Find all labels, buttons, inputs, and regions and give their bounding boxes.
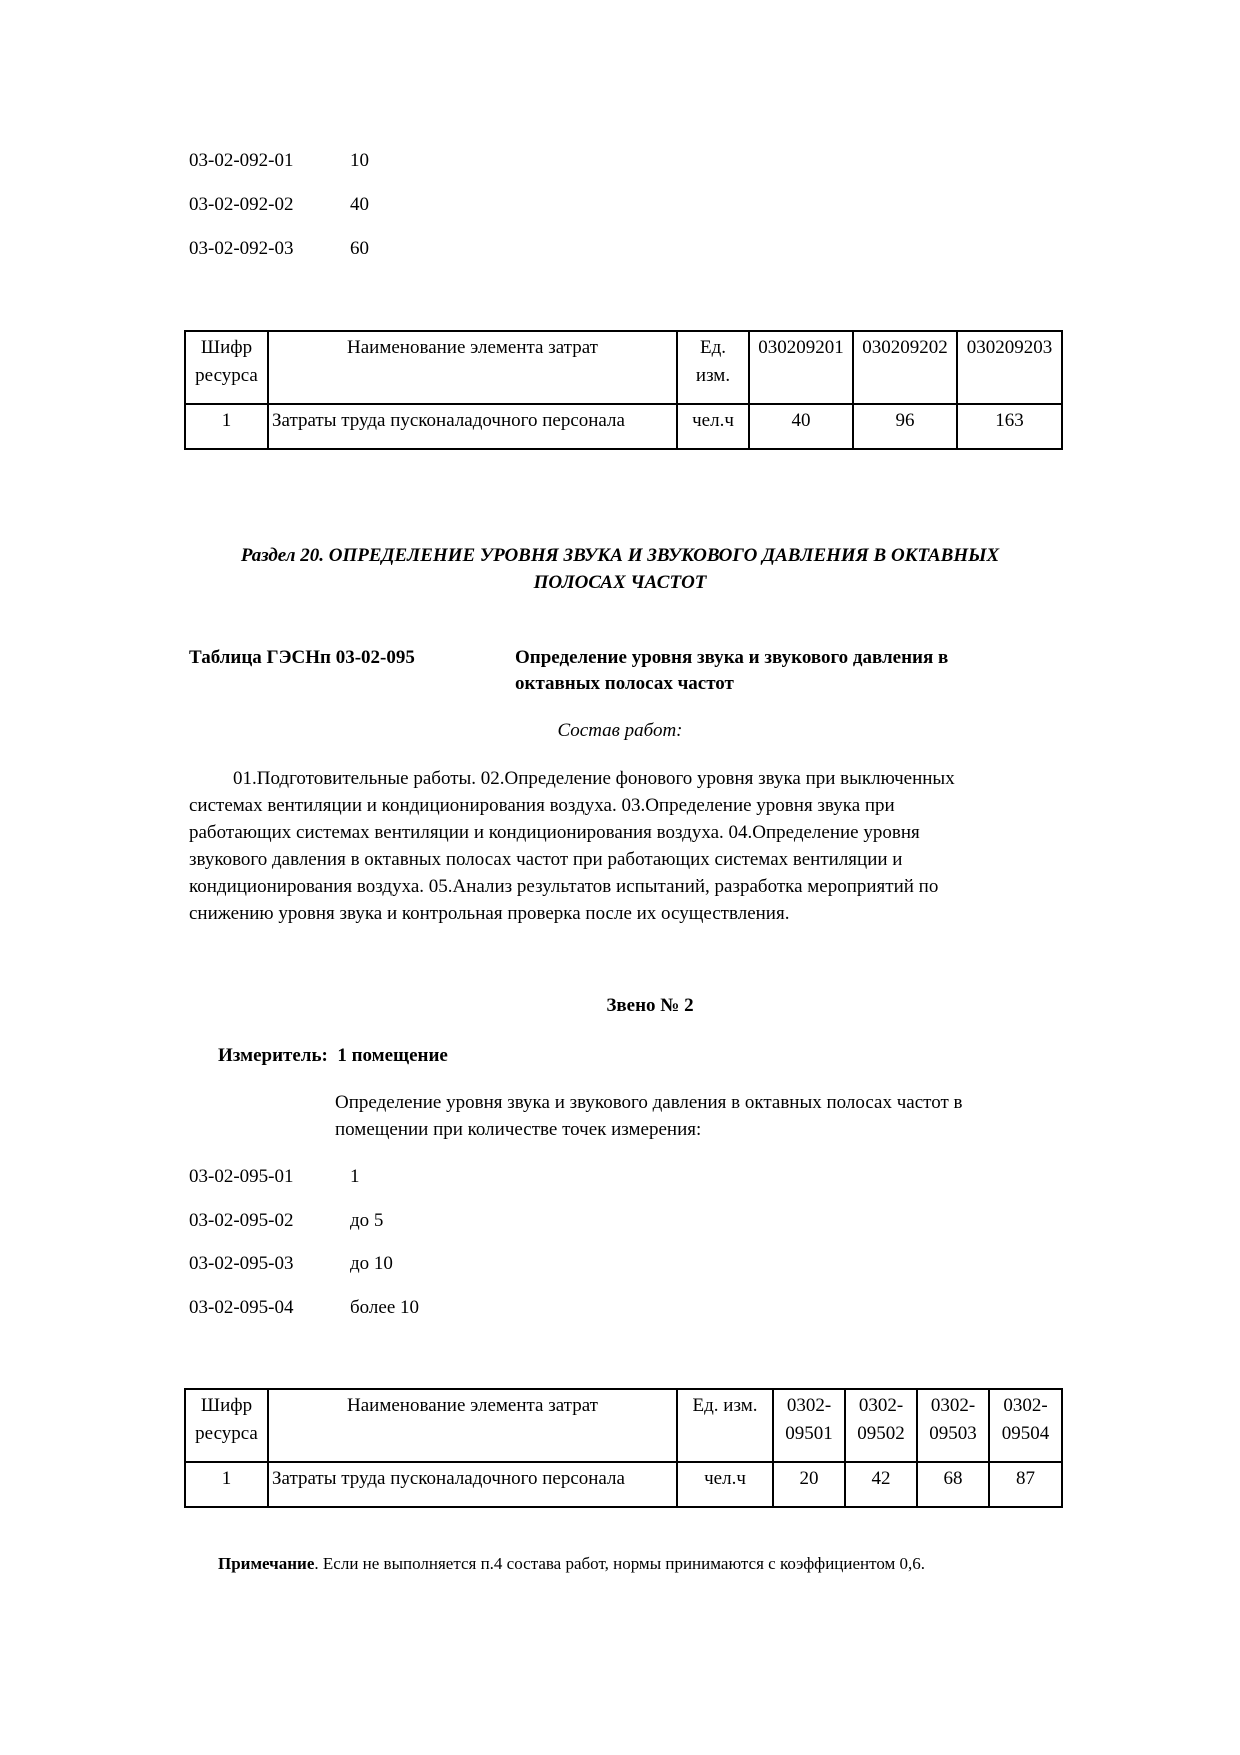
- code: 03-02-092-03: [189, 238, 294, 259]
- cell-value: 96: [853, 404, 957, 449]
- work-composition-line: 01.Подготовительные работы. 02.Определение фонового уровня звука при выключенных: [233, 768, 955, 789]
- work-composition-title: Состав работ:: [557, 720, 683, 741]
- header-norm-code-part: 09501: [785, 1423, 833, 1444]
- code-value: 60: [350, 238, 369, 259]
- work-composition-line: работающих системах вентиляции и кондиционирования воздуха. 04.Определение уровня: [189, 822, 920, 843]
- header-norm-code: 030209203: [957, 331, 1062, 404]
- header-norm-code: [845, 1389, 917, 1462]
- resource-table-1: [184, 330, 1063, 450]
- cell-value: 87: [989, 1462, 1062, 1507]
- cell-cost-name: Затраты труда пусконаладочного персонала: [268, 1462, 677, 1507]
- cell-value: 163: [957, 404, 1062, 449]
- header-cost-name: Наименование элемента затрат: [268, 1389, 677, 1462]
- header-norm-code-part: 0302-: [1003, 1395, 1048, 1416]
- work-composition-line: снижению уровня звука и контрольная проверка после их осуществления.: [189, 903, 790, 924]
- header-norm-code: 030209201: [749, 331, 853, 404]
- code: 03-02-092-02: [189, 194, 294, 215]
- header-norm-code: 030209202: [853, 331, 957, 404]
- work-composition-line: системах вентиляции и кондиционирования воздуха. 03.Определение уровня звука при: [189, 795, 895, 816]
- cell-unit: чел.ч: [677, 404, 749, 449]
- code: 03-02-095-03: [189, 1253, 294, 1274]
- definition-line2: помещении при количестве точек измерения:: [335, 1119, 702, 1140]
- header-norm-code-part: 09503: [929, 1423, 977, 1444]
- code-value: 1: [350, 1166, 360, 1187]
- table-row: [185, 1462, 1062, 1507]
- code: 03-02-095-02: [189, 1210, 294, 1231]
- header-norm-code: [773, 1389, 845, 1462]
- note-label: Примечание: [218, 1554, 315, 1573]
- header-unit: Ед. изм.: [677, 331, 749, 404]
- section-heading-line1: Раздел 20. ОПРЕДЕЛЕНИЕ УРОВНЯ ЗВУКА И ЗВУКОВОГО ДАВЛЕНИЯ В ОКТАВНЫХ: [240, 545, 1000, 566]
- crew-heading: Звено № 2: [606, 995, 694, 1016]
- note: [218, 1551, 925, 1577]
- cell-unit: чел.ч: [677, 1462, 773, 1507]
- cell-value: 20: [773, 1462, 845, 1507]
- code-value: 40: [350, 194, 369, 215]
- code: 03-02-095-04: [189, 1297, 294, 1318]
- section-heading-line2: ПОЛОСАХ ЧАСТОТ: [533, 572, 707, 593]
- code-value: до 5: [350, 1210, 384, 1231]
- table-header-row: [185, 1389, 1062, 1462]
- header-norm-code-part: 0302-: [858, 1395, 904, 1416]
- cell-resource-num: 1: [185, 404, 268, 449]
- code: 03-02-095-01: [189, 1166, 294, 1187]
- header-cost-name: Наименование элемента затрат: [268, 331, 677, 404]
- code-value: 10: [350, 150, 369, 171]
- table-row: [185, 404, 1062, 449]
- table-title-desc-line2: октавных полосах частот: [515, 673, 734, 694]
- resource-table-2: [184, 1388, 1063, 1508]
- code-value: более 10: [350, 1297, 420, 1318]
- table-title-desc-line1: Определение уровня звука и звукового давления в: [515, 647, 949, 668]
- cell-cost-name: Затраты труда пусконаладочного персонала: [268, 404, 677, 449]
- header-norm-code-part: 0302-: [786, 1395, 832, 1416]
- header-resource-code: Шифр ресурса: [185, 331, 268, 404]
- measure-unit: Измеритель: 1 помещение: [218, 1045, 448, 1066]
- table-title-label: Таблица ГЭСНп 03-02-095: [189, 647, 415, 668]
- header-unit: Ед. изм.: [677, 1389, 773, 1462]
- cell-resource-num: 1: [185, 1462, 268, 1507]
- table-header-row: [185, 331, 1062, 404]
- work-composition-line: кондиционирования воздуха. 05.Анализ результатов испытаний, разработка мероприятий по: [189, 876, 939, 897]
- header-norm-code-part: 09502: [857, 1423, 905, 1444]
- note-text: . Если не выполняется п.4 состава работ, нормы принимаются с коэффициентом 0,6.: [314, 1554, 926, 1573]
- definition-line1: Определение уровня звука и звукового давления в октавных полосах частот в: [335, 1092, 963, 1113]
- work-composition-line: звукового давления в октавных полосах частот при работающих системах вентиляции и: [189, 849, 903, 870]
- cell-value: 42: [845, 1462, 917, 1507]
- header-norm-code: [917, 1389, 989, 1462]
- code: 03-02-092-01: [189, 150, 294, 171]
- cell-value: 68: [917, 1462, 989, 1507]
- header-norm-code: [989, 1389, 1062, 1462]
- header-norm-code-part: 0302-: [930, 1395, 976, 1416]
- cell-value: 40: [749, 404, 853, 449]
- header-resource-code: Шифр ресурса: [185, 1389, 268, 1462]
- header-norm-code-part: 09504: [1001, 1423, 1050, 1444]
- code-value: до 10: [350, 1253, 393, 1274]
